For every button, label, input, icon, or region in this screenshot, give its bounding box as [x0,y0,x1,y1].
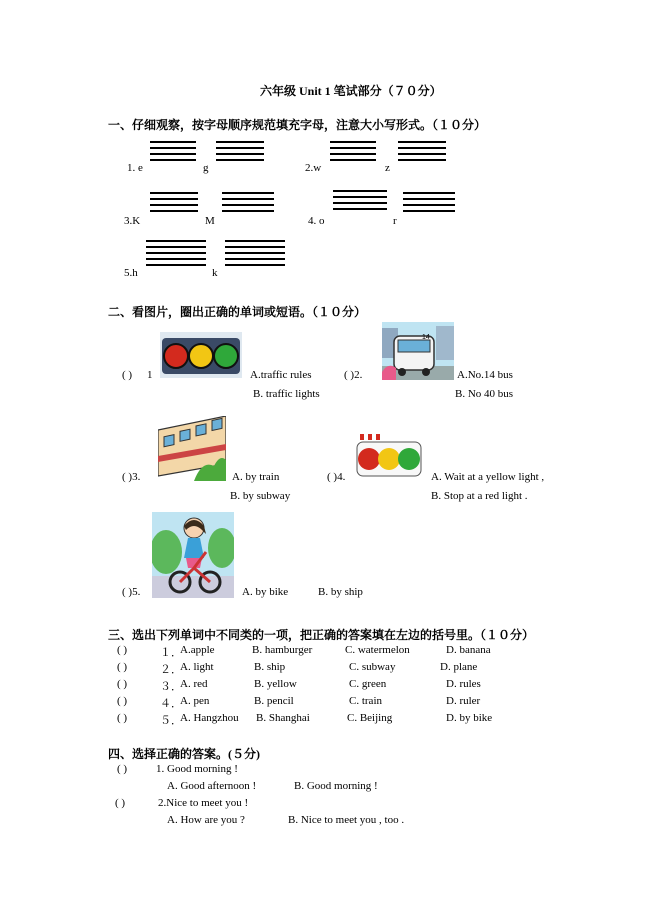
row-paren: ( ) [117,678,128,690]
row-option-c: C. watermelon [345,644,410,656]
writing-lines [333,190,387,214]
letter-item-2-label: 2.w [305,162,322,174]
row-option-b: B. hamburger [252,644,313,656]
row-num: ５． [160,715,182,727]
row-option-d: D. ruler [446,695,481,707]
section-1-heading: 一、仔细观察，按字母顺序规范填充字母，注意大小写形式。（１０分） [108,118,487,132]
section-3-heading: 三、选出下列单词中不同类的一项，把正确的答案填在左边的括号里。（１０分） [108,628,535,642]
row-option-d: D. plane [440,661,478,673]
bike-girl-image [152,512,234,598]
choice-q1-option-a: A. Good afternoon ! [167,780,257,792]
choice-q1-paren: ( ) [117,763,128,775]
row-option-a: A. pen [180,695,210,707]
letter-item-5-mid: k [212,267,218,279]
row-num: １． [160,647,182,659]
picture-q3-paren: ( )3. [122,471,141,483]
row-option-b: B. ship [254,661,286,673]
writing-lines [150,192,198,216]
picture-q3-option-a: A. by train [232,471,280,483]
row-option-a: A. light [180,661,214,673]
writing-lines [150,141,196,165]
picture-q1-paren: ( ) [122,369,133,381]
letter-item-4-mid: r [393,215,397,227]
row-option-d: D. rules [446,678,481,690]
section-2-heading: 二、看图片，圈出正确的单词或短语。（１０分） [108,305,367,319]
row-option-c: C. green [349,678,387,690]
row-option-c: C. Beijing [347,712,393,724]
choice-q2-paren: ( ) [115,797,126,809]
row-num: ２． [160,664,182,676]
row-option-b: B. pencil [254,695,294,707]
picture-q2-option-a: A.No.14 bus [457,369,513,381]
row-paren: ( ) [117,712,128,724]
writing-lines [225,240,285,270]
row-option-d: D. by bike [446,712,493,724]
choice-q2-question: 2.Nice to meet you ! [158,797,249,809]
row-option-b: B. Shanghai [256,712,310,724]
picture-q5-option-b: B. by ship [318,586,363,598]
row-option-a: A. Hangzhou [180,712,239,724]
choice-q2-option-b: B. Nice to meet you , too . [288,814,405,826]
writing-lines [403,192,455,216]
picture-q5-option-a: A. by bike [242,586,289,598]
row-num: ３． [160,681,182,693]
letter-item-1-label: 1. e [127,162,143,174]
choice-q1-option-b: B. Good morning ! [294,780,378,792]
picture-q5-paren: ( )5. [122,586,141,598]
row-option-b: B. yellow [254,678,297,690]
picture-q2-paren: ( )2. [344,369,363,381]
traffic-light-image [356,434,422,482]
letter-item-4-label: 4. o [308,215,325,227]
choice-q1-question: 1. Good morning ! [156,763,238,775]
row-num: ４． [160,698,182,710]
letter-item-5-label: 5.h [124,267,138,279]
letter-item-3-mid: M [205,215,215,227]
picture-q2-option-b: B. No 40 bus [455,388,514,400]
row-paren: ( ) [117,661,128,673]
traffic-lights-image [160,332,242,378]
picture-q4-option-a: A. Wait at a yellow light , [431,471,545,483]
picture-q4-option-b: B. Stop at a red light . [431,490,528,502]
picture-q3-option-b: B. by subway [230,490,291,502]
row-option-a: A.apple [180,644,215,656]
writing-lines [398,141,446,165]
letter-item-1-mid: g [203,162,209,174]
section-4-heading: 四、选择正确的答案。(５分) [108,747,260,761]
bus-image [382,322,454,380]
row-option-a: A. red [180,678,208,690]
writing-lines [216,141,264,165]
letter-item-3-label: 3.K [124,215,141,227]
picture-q4-paren: ( )4. [327,471,346,483]
picture-q1-num: 1 [147,369,153,381]
row-option-c: C. subway [349,661,396,673]
row-option-c: C. train [349,695,382,707]
picture-q1-option-b: B. traffic lights [253,388,320,400]
row-option-d: D. banana [446,644,491,656]
letter-item-2-mid: z [385,162,390,174]
choice-q2-option-a: A. How are you ? [167,814,245,826]
row-paren: ( ) [117,644,128,656]
train-image [158,416,226,481]
writing-lines [330,141,376,165]
writing-lines [222,192,274,216]
writing-lines [146,240,206,270]
picture-q1-option-a: A.traffic rules [250,369,312,381]
svg-text:14: 14 [422,334,430,341]
page-title: 六年级 Unit 1 笔试部分（７０分） [260,84,442,98]
row-paren: ( ) [117,695,128,707]
